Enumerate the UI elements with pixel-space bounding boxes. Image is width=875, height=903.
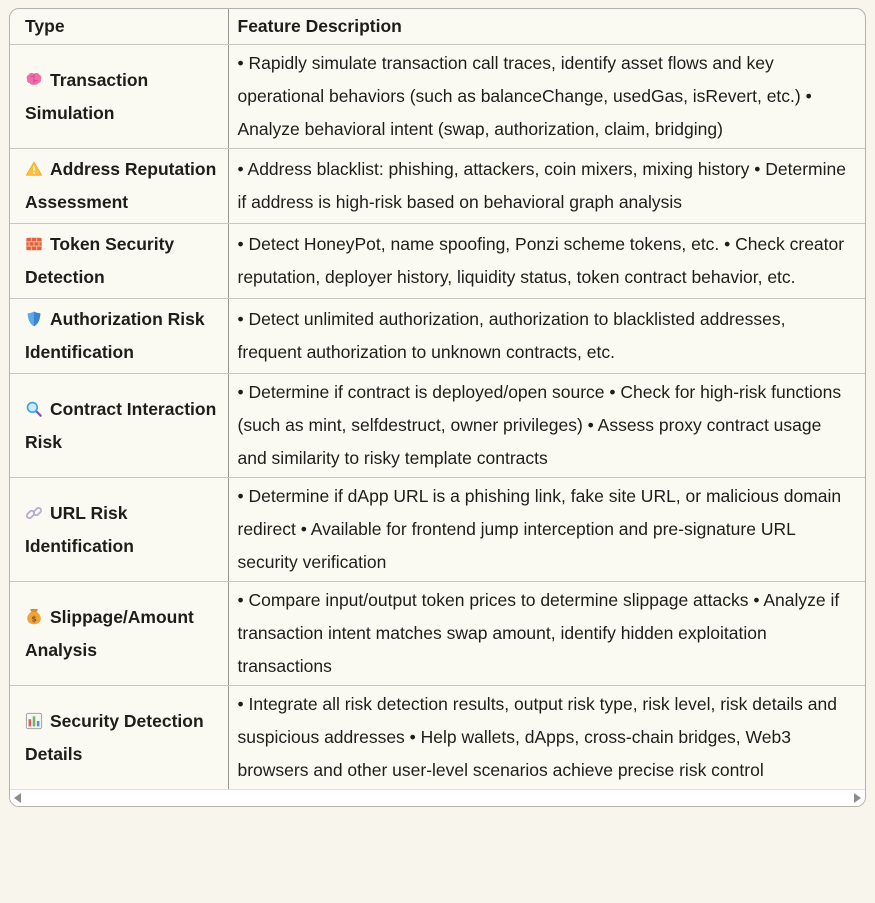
type-label: Slippage/Amount Analysis: [25, 606, 194, 660]
table-body: [10, 45, 865, 790]
type-cell: [10, 149, 228, 224]
type-label: URL Risk Identification: [25, 502, 134, 556]
shield-icon: [25, 310, 43, 328]
feature-description-cell: • Rapidly simulate transaction call traces, identify asset flows and key operational behaviors (such as balanceChange, usedGas, isRevert, etc.) • Analyze behavioral intent (swap, authorization, claim, bridging): [228, 45, 865, 149]
table-row: [10, 299, 865, 374]
table-row: [10, 224, 865, 299]
type-cell: [10, 374, 228, 478]
feature-description-cell: • Determine if dApp URL is a phishing link, fake site URL, or malicious domain redirect • Available for frontend jump interception and pre-signature URL security verification: [228, 478, 865, 582]
type-cell: [10, 686, 228, 790]
feature-description-cell: • Detect unlimited authorization, authorization to blacklisted addresses, frequent authorization to unknown contracts, etc.: [228, 299, 865, 374]
warning-icon: [25, 160, 43, 178]
table-row: [10, 149, 865, 224]
table-row: [10, 686, 865, 790]
type-cell: [10, 224, 228, 299]
column-header-type: Type: [10, 9, 228, 45]
feature-description-cell: • Detect HoneyPot, name spoofing, Ponzi scheme tokens, etc. • Check creator reputation, deployer history, liquidity status, token contract behavior, etc.: [228, 224, 865, 299]
column-header-feature-description: Feature Description: [228, 9, 865, 45]
scroll-right-arrow-icon[interactable]: [854, 793, 861, 803]
type-cell: [10, 478, 228, 582]
link-icon: [25, 504, 43, 522]
magnifying-glass-icon: [25, 400, 43, 418]
feature-description-cell: • Determine if contract is deployed/open source • Check for high-risk functions (such as mint, selfdestruct, owner privileges) • Assess proxy contract usage and similarity to risky template contracts: [228, 374, 865, 478]
table-row: [10, 582, 865, 686]
type-label: Security Detection Details: [25, 710, 204, 764]
type-label: Address Reputation Assessment: [25, 159, 217, 212]
scroll-left-arrow-icon[interactable]: [14, 793, 21, 803]
feature-description-cell: • Compare input/output token prices to determine slippage attacks • Analyze if transaction intent matches swap amount, identify hidden exploitation transactions: [228, 582, 865, 686]
table-row: [10, 45, 865, 149]
header-row: [10, 9, 865, 45]
horizontal-scrollbar[interactable]: [10, 789, 865, 806]
brain-icon: [25, 71, 43, 89]
money-bag-icon: [25, 608, 43, 626]
type-cell: [10, 582, 228, 686]
bar-chart-icon: [25, 712, 43, 730]
brick-wall-icon: [25, 235, 43, 253]
type-label: Contract Interaction Risk: [25, 398, 217, 452]
table-row: [10, 478, 865, 582]
type-label: Transaction Simulation: [25, 69, 149, 123]
feature-description-cell: • Integrate all risk detection results, output risk type, risk level, risk details and suspicious addresses • Help wallets, dApps, cross-chain bridges, Web3 browsers and other user-level scenarios achieve precise risk control: [228, 686, 865, 790]
feature-table-container: [9, 8, 866, 807]
feature-description-cell: • Address blacklist: phishing, attackers, coin mixers, mixing history • Determine if address is high-risk based on behavioral graph analysis: [228, 149, 865, 224]
type-label: Token Security Detection: [25, 234, 175, 287]
type-label: Authorization Risk Identification: [25, 309, 205, 362]
feature-table: [10, 9, 865, 789]
table-row: [10, 374, 865, 478]
svg-text:$: $: [31, 612, 37, 623]
type-cell: [10, 45, 228, 149]
type-cell: [10, 299, 228, 374]
